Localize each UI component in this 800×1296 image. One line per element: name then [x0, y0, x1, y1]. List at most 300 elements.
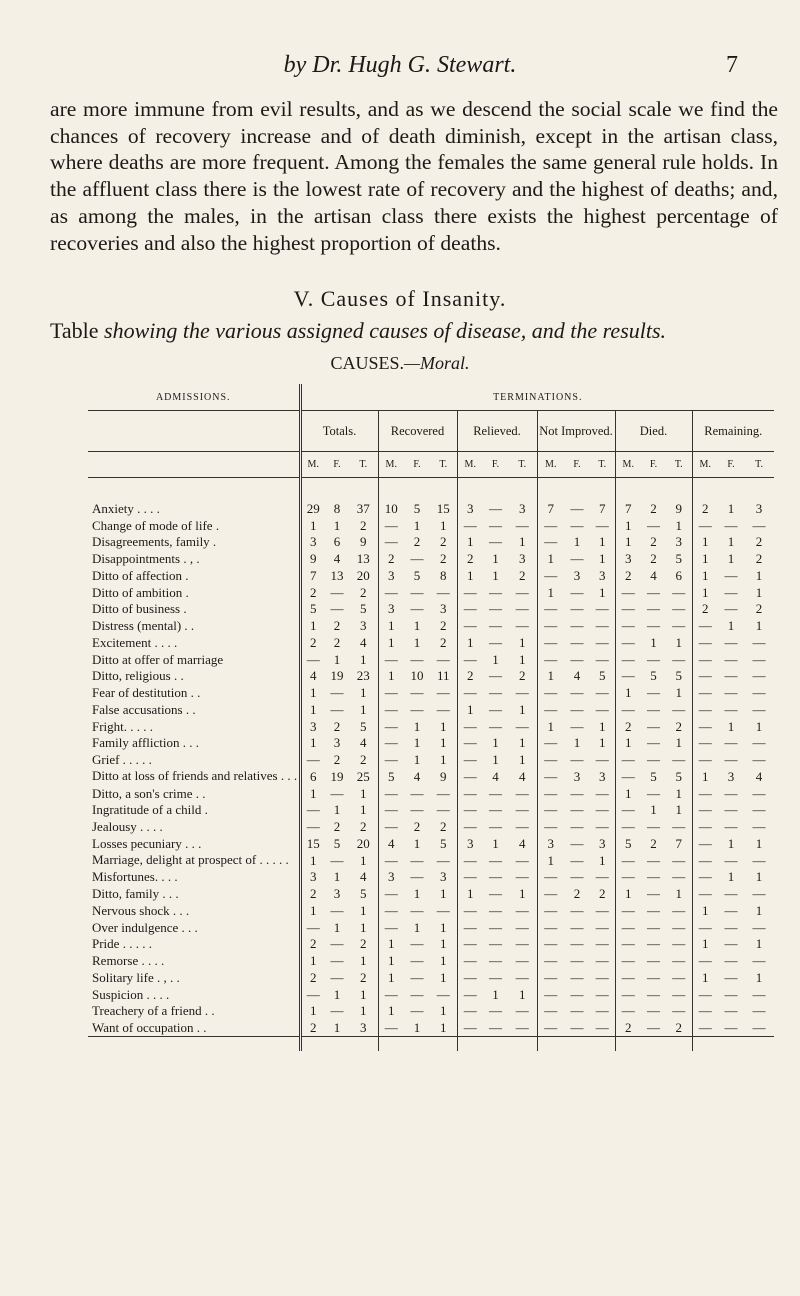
- table-cell: —: [647, 819, 660, 834]
- table-cell: 5: [650, 768, 657, 784]
- table-cell: 3: [727, 768, 735, 784]
- cause-label: Ditto at loss of friends and relatives . . .: [88, 768, 300, 785]
- table-cell: 3: [430, 869, 457, 886]
- table-row: [88, 919, 774, 936]
- table-cell: 1: [413, 886, 421, 901]
- table-cell: —: [590, 869, 615, 886]
- table-cell: 1: [430, 919, 457, 936]
- table-cell: —: [430, 785, 457, 802]
- table-cell: —: [306, 986, 320, 1002]
- table-cell: 2: [590, 885, 615, 902]
- table-cell: 1: [702, 534, 709, 550]
- table-cell: 1: [590, 735, 615, 752]
- table-cell: —: [698, 735, 712, 751]
- table-cell: —: [544, 969, 558, 985]
- table-cell: 5: [310, 601, 317, 617]
- table-cell: —: [570, 752, 584, 767]
- table-cell: —: [570, 1020, 584, 1035]
- table-row: [88, 1003, 774, 1020]
- table-cell: —: [752, 651, 766, 667]
- table-cell: —: [430, 651, 457, 668]
- table-cell: 6: [666, 567, 692, 584]
- table-cell: 2: [508, 668, 537, 685]
- table-cell: 5: [413, 500, 421, 516]
- table-row: [88, 885, 774, 902]
- table-cell: —: [463, 651, 477, 667]
- table-cell: —: [590, 601, 615, 618]
- table-cell: 2: [625, 1020, 632, 1035]
- table-cell: —: [508, 869, 537, 886]
- table-cell: —: [724, 969, 738, 985]
- table-cell: —: [384, 651, 398, 667]
- table-cell: 4: [349, 869, 378, 886]
- cause-label: Disagreements, family .: [88, 534, 300, 551]
- cause-label: Ditto, a son's crime . .: [88, 785, 300, 802]
- table-cell: —: [544, 869, 558, 885]
- table-cell: —: [570, 517, 584, 533]
- table-cell: 2: [625, 567, 632, 583]
- table-row: [88, 902, 774, 919]
- table-cell: 1: [666, 735, 692, 752]
- table-cell: —: [570, 969, 584, 985]
- table-cell: 1: [310, 785, 317, 801]
- table-cell: —: [621, 1003, 635, 1019]
- cause-label: Jealousy . . . .: [88, 818, 300, 835]
- table-cell: —: [621, 802, 635, 818]
- table-cell: —: [698, 634, 712, 650]
- table-cell: —: [590, 785, 615, 802]
- table-cell: 4: [349, 735, 378, 752]
- table-cell: 2: [349, 584, 378, 601]
- table-cell: 2: [310, 634, 317, 650]
- table-cell: —: [752, 517, 766, 533]
- table-cell: 2: [467, 551, 474, 566]
- table-cell: 1: [333, 919, 341, 935]
- table-cell: —: [666, 701, 692, 718]
- table-cell: —: [698, 852, 712, 868]
- table-cell: —: [647, 986, 660, 1002]
- table-row: [88, 802, 774, 819]
- subheader-m: M.: [300, 452, 325, 478]
- label-column-subheader: [88, 452, 300, 478]
- table-cell: 1: [590, 534, 615, 551]
- table-cell: —: [544, 618, 558, 633]
- table-cell: —: [410, 701, 424, 717]
- table-cell: —: [621, 668, 635, 684]
- table-cell: —: [590, 902, 615, 919]
- table-cell: 3: [467, 500, 474, 516]
- table-cell: —: [489, 886, 502, 901]
- table-cell: —: [384, 718, 398, 734]
- table-cell: —: [647, 1003, 660, 1019]
- table-cell: —: [570, 618, 584, 633]
- table-cell: —: [544, 567, 558, 583]
- table-cell: —: [330, 1003, 344, 1019]
- table-cell: —: [647, 953, 660, 968]
- subheader-t: T.: [666, 452, 692, 478]
- table-cell: —: [590, 517, 615, 534]
- table-cell: —: [306, 651, 320, 667]
- table-cell: —: [698, 919, 712, 935]
- table-row: [88, 735, 774, 752]
- table-cell: —: [666, 617, 692, 634]
- table-cell: —: [410, 869, 424, 885]
- table-cell: —: [463, 936, 477, 952]
- table-cell: —: [330, 701, 344, 717]
- table-cell: —: [508, 1003, 537, 1020]
- table-cell: —: [621, 919, 635, 935]
- table-cell: 1: [702, 551, 709, 566]
- table-cell: —: [489, 919, 502, 935]
- table-cell: 13: [349, 550, 378, 567]
- table-cell: —: [647, 601, 660, 617]
- table-row: [88, 986, 774, 1003]
- table-cell: —: [570, 986, 584, 1002]
- causes-italic: —Moral.: [404, 353, 470, 373]
- cause-label: Over indulgence . . .: [88, 919, 300, 936]
- table-cell: 1: [755, 718, 763, 734]
- table-cell: 2: [430, 617, 457, 634]
- table-cell: 1: [508, 986, 537, 1003]
- table-cell: 1: [310, 735, 317, 751]
- table-row: [88, 936, 774, 953]
- table-cell: —: [590, 1003, 615, 1020]
- table-cell: 8: [430, 567, 457, 584]
- table-cell: —: [698, 986, 712, 1002]
- table-cell: 1: [727, 551, 735, 566]
- table-cell: 9: [310, 551, 317, 566]
- table-cell: 1: [590, 852, 615, 869]
- table-caption-lead: Table: [50, 318, 99, 343]
- table-cell: 3: [349, 617, 378, 634]
- table-cell: 2: [310, 886, 317, 901]
- table-cell: —: [621, 869, 635, 885]
- table-cell: 1: [666, 634, 692, 651]
- table-cell: 1: [349, 651, 378, 668]
- table-cell: —: [724, 852, 738, 868]
- table-cell: —: [463, 919, 477, 935]
- terminations-header: TERMINATIONS.: [300, 384, 774, 411]
- table-cell: —: [330, 685, 344, 700]
- subheader-f: F.: [404, 452, 430, 478]
- table-cell: 2: [430, 534, 457, 551]
- table-row: [88, 617, 774, 634]
- table-cell: —: [410, 651, 424, 667]
- table-cell: 2: [333, 819, 341, 834]
- subheader-t: T.: [430, 452, 457, 478]
- table-cell: —: [752, 785, 766, 801]
- table-cell: 1: [650, 634, 657, 650]
- table-cell: —: [489, 869, 502, 885]
- table-cell: —: [570, 701, 584, 717]
- table-cell: —: [647, 584, 660, 600]
- table-cell: —: [384, 534, 398, 550]
- table-cell: —: [489, 634, 502, 650]
- table-cell: —: [410, 802, 424, 818]
- table-cell: 1: [508, 651, 537, 668]
- table-cell: 2: [755, 601, 763, 617]
- table-cell: 1: [755, 567, 763, 583]
- table-cell: —: [489, 819, 502, 834]
- table-row: [88, 534, 774, 551]
- table-cell: —: [621, 819, 635, 834]
- spacer-row: [88, 478, 774, 501]
- table-cell: —: [666, 986, 692, 1003]
- table-cell: —: [752, 685, 766, 700]
- table-cell: —: [463, 819, 477, 834]
- column-group-5: Remaining.: [692, 411, 774, 452]
- table-cell: —: [330, 969, 344, 985]
- table-cell: 3: [349, 1019, 378, 1036]
- table-cell: —: [724, 601, 738, 617]
- table-cell: —: [430, 802, 457, 819]
- table-cell: —: [724, 953, 738, 968]
- table-cell: —: [666, 936, 692, 953]
- table-cell: —: [724, 1020, 738, 1035]
- table-row: [88, 701, 774, 718]
- table-cell: —: [724, 735, 738, 751]
- table-cell: 1: [755, 584, 763, 600]
- table-cell: —: [544, 902, 558, 918]
- table-cell: 1: [625, 685, 632, 700]
- table-cell: 3: [310, 869, 317, 885]
- table-cell: —: [384, 584, 398, 600]
- table-cell: —: [752, 735, 766, 751]
- table-cell: —: [666, 651, 692, 668]
- cause-label: Anxiety . . . .: [88, 500, 300, 517]
- table-cell: —: [647, 651, 660, 667]
- table-cell: —: [330, 936, 344, 952]
- column-group-1: Recovered: [378, 411, 457, 452]
- table-cell: 4: [310, 668, 317, 684]
- table-cell: —: [330, 584, 344, 600]
- table-cell: —: [590, 651, 615, 668]
- table-cell: 1: [666, 517, 692, 534]
- table-cell: —: [590, 802, 615, 819]
- table-cell: —: [647, 902, 660, 918]
- table-cell: 1: [508, 701, 537, 718]
- table-bottom-row: [88, 1037, 774, 1052]
- cause-label: Fear of destitution . .: [88, 684, 300, 701]
- table-cell: 1: [413, 517, 421, 533]
- table-cell: 1: [430, 969, 457, 986]
- table-cell: —: [508, 802, 537, 819]
- table-cell: 1: [492, 835, 499, 851]
- table-cell: 1: [625, 517, 632, 533]
- table-row: [88, 517, 774, 534]
- table-cell: —: [666, 751, 692, 768]
- table-cell: —: [724, 517, 738, 533]
- table-cell: 1: [508, 534, 537, 551]
- cause-label: False accusations . .: [88, 701, 300, 718]
- table-cell: 3: [333, 735, 341, 751]
- table-cell: 1: [310, 618, 317, 633]
- table-cell: 1: [547, 668, 554, 684]
- table-cell: 7: [547, 500, 554, 516]
- subheader-m: M.: [692, 452, 718, 478]
- cause-label: Distress (mental) . .: [88, 617, 300, 634]
- table-row: [88, 869, 774, 886]
- table-cell: —: [489, 785, 502, 801]
- table-cell: —: [384, 517, 398, 533]
- table-cell: —: [621, 651, 635, 667]
- table-cell: —: [570, 718, 584, 734]
- table-cell: —: [330, 902, 344, 918]
- table-cell: —: [570, 936, 584, 952]
- table-cell: —: [544, 936, 558, 952]
- table-cell: —: [570, 919, 584, 935]
- cause-label: Grief . . . . .: [88, 751, 300, 768]
- group-header-row: [88, 384, 774, 411]
- table-cell: —: [463, 685, 477, 700]
- table-cell: 2: [413, 819, 421, 834]
- table-row: [88, 550, 774, 567]
- table-cell: —: [508, 952, 537, 969]
- table-cell: —: [570, 802, 584, 818]
- table-cell: 1: [349, 986, 378, 1003]
- table-cell: —: [570, 819, 584, 834]
- table-cell: —: [384, 852, 398, 868]
- table-cell: 3: [310, 534, 317, 550]
- table-cell: —: [463, 601, 477, 617]
- table-cell: 19: [330, 668, 344, 684]
- table-cell: —: [724, 986, 738, 1002]
- table-cell: —: [463, 953, 477, 968]
- table-cell: —: [508, 852, 537, 869]
- table-cell: 2: [650, 551, 657, 566]
- table-cell: —: [544, 685, 558, 700]
- causes-label: [0, 353, 800, 374]
- table-cell: —: [724, 685, 738, 700]
- table-cell: 1: [413, 752, 421, 767]
- table-cell: —: [544, 886, 558, 901]
- table-cell: —: [621, 852, 635, 868]
- table-cell: 3: [333, 886, 341, 901]
- table-cell: —: [544, 752, 558, 767]
- table-cell: 10: [384, 500, 398, 516]
- section-title: V. Causes of Insanity.: [293, 286, 507, 311]
- table-cell: —: [384, 701, 398, 717]
- table-cell: —: [463, 802, 477, 818]
- table-cell: —: [752, 668, 766, 684]
- table-cell: 5: [413, 567, 421, 583]
- table-cell: —: [590, 936, 615, 953]
- table-cell: 15: [430, 500, 457, 517]
- table-cell: 2: [650, 500, 657, 516]
- table-cell: —: [489, 969, 502, 985]
- table-cell: 1: [467, 886, 474, 901]
- table-cell: 2: [413, 534, 421, 550]
- table-cell: —: [724, 886, 738, 901]
- table-cell: 1: [349, 852, 378, 869]
- table-cell: —: [489, 852, 502, 868]
- table-cell: —: [544, 534, 558, 550]
- cause-label: Excitement . . . .: [88, 634, 300, 651]
- table-cell: 4: [650, 567, 657, 583]
- table-cell: —: [621, 936, 635, 952]
- table-cell: 1: [333, 869, 341, 885]
- table-cell: 2: [388, 551, 395, 566]
- table-cell: —: [463, 718, 477, 734]
- table-cell: 4: [333, 551, 341, 566]
- label-column-header: [88, 411, 300, 452]
- table-cell: 1: [333, 517, 341, 533]
- table-row: [88, 969, 774, 986]
- table-cell: —: [590, 751, 615, 768]
- table-cell: —: [463, 517, 477, 533]
- cause-label: Change of mode of life .: [88, 517, 300, 534]
- table-cell: 2: [310, 1020, 317, 1035]
- cause-label: Pride . . . . .: [88, 936, 300, 953]
- table-cell: —: [489, 1020, 502, 1035]
- table-cell: 1: [310, 1003, 317, 1019]
- table-cell: 3: [625, 551, 632, 566]
- table-cell: —: [544, 819, 558, 834]
- subheader-m: M.: [537, 452, 564, 478]
- table-cell: —: [590, 818, 615, 835]
- table-row: [88, 785, 774, 802]
- cause-label: Ingratitude of a child .: [88, 802, 300, 819]
- table-cell: —: [724, 634, 738, 650]
- table-cell: 5: [666, 768, 692, 785]
- table-cell: 2: [349, 517, 378, 534]
- table-cell: —: [430, 902, 457, 919]
- table-cell: —: [570, 551, 584, 566]
- table-cell: 1: [349, 701, 378, 718]
- table-cell: 1: [467, 701, 474, 717]
- table-cell: —: [752, 919, 766, 935]
- table-cell: 2: [467, 668, 474, 684]
- table-cell: 20: [349, 835, 378, 852]
- table-cell: —: [489, 618, 502, 633]
- table-cell: 2: [650, 835, 657, 851]
- table-cell: —: [621, 953, 635, 968]
- table-cell: —: [410, 986, 424, 1002]
- table-cell: —: [489, 701, 502, 717]
- table-row: [88, 718, 774, 735]
- table-cell: 1: [333, 986, 341, 1002]
- table-cell: —: [508, 919, 537, 936]
- table-cell: —: [430, 986, 457, 1003]
- table-row: [88, 567, 774, 584]
- cause-label: Misfortunes. . . .: [88, 869, 300, 886]
- table-cell: 1: [467, 634, 474, 650]
- table-cell: 5: [349, 601, 378, 618]
- table-cell: 4: [508, 768, 537, 785]
- table-cell: 1: [508, 751, 537, 768]
- table-cell: 5: [349, 718, 378, 735]
- table-cell: 1: [310, 517, 317, 533]
- table-cell: 2: [650, 534, 657, 550]
- table-cell: 1: [349, 902, 378, 919]
- table-cell: 1: [727, 534, 735, 550]
- table-cell: —: [544, 802, 558, 818]
- table-cell: 2: [349, 818, 378, 835]
- table-cell: —: [698, 819, 712, 834]
- table-cell: —: [463, 768, 477, 784]
- table-cell: —: [752, 886, 766, 901]
- table-cell: —: [544, 735, 558, 751]
- table-cell: —: [384, 919, 398, 935]
- table-cell: 3: [388, 601, 395, 617]
- table-cell: 1: [349, 1003, 378, 1020]
- table-cell: 1: [413, 634, 421, 650]
- subheader-f: F.: [483, 452, 508, 478]
- table-cell: —: [590, 986, 615, 1003]
- table-row: [88, 835, 774, 852]
- table-cell: 1: [310, 902, 317, 918]
- table-cell: —: [752, 953, 766, 968]
